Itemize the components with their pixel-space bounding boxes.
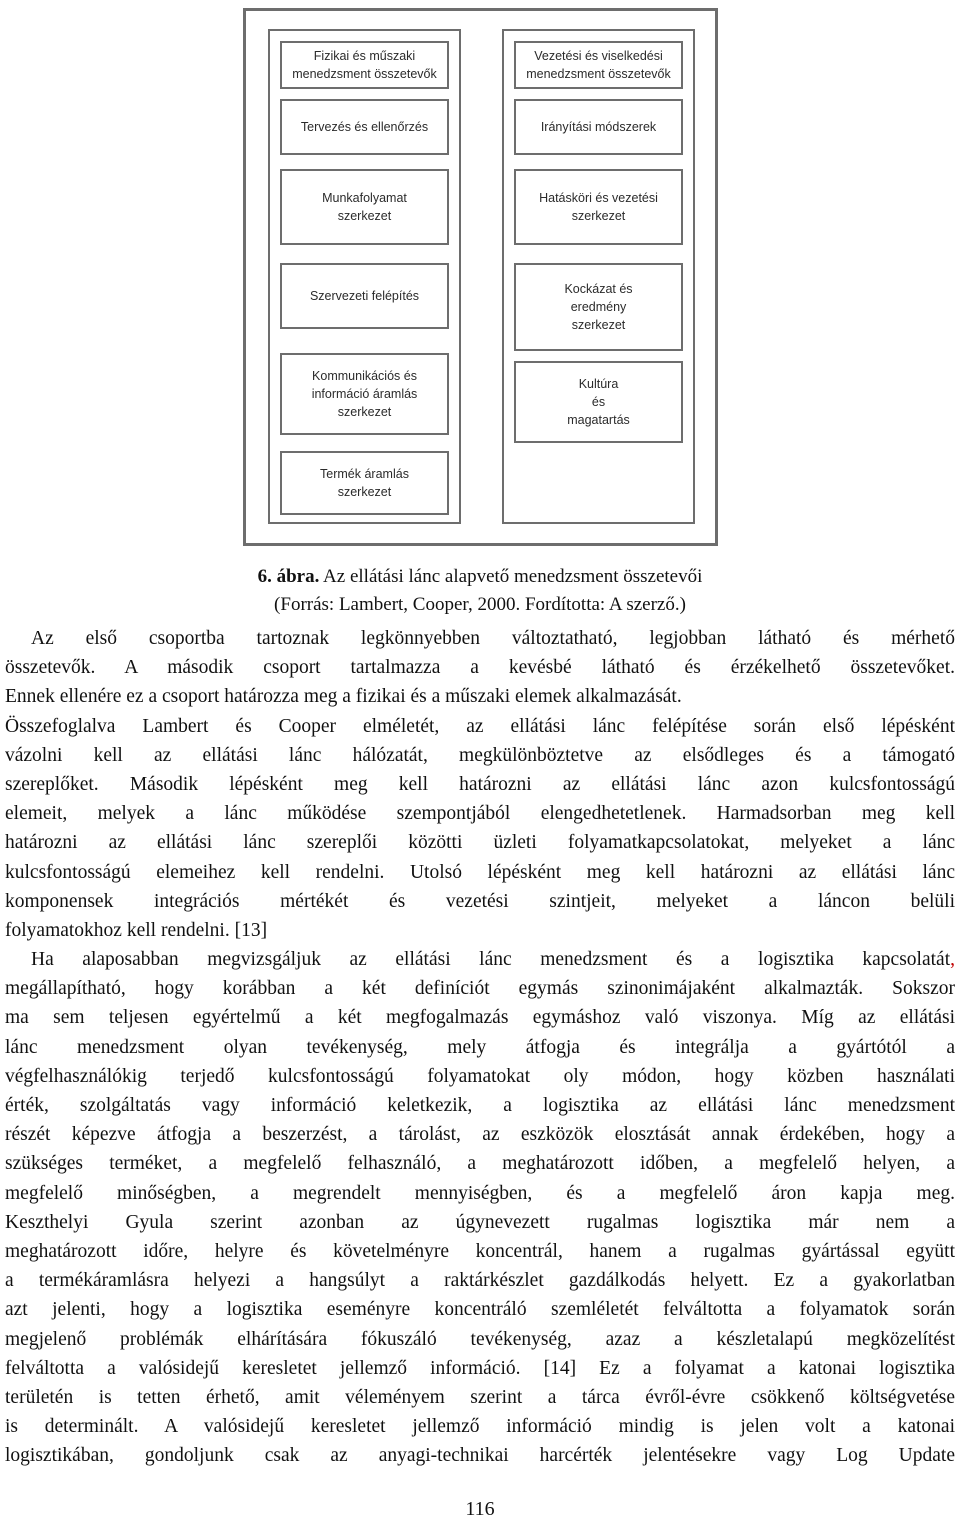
text-line: határozni az ellátási lánc szereplői közötti üzleti folyamatkapcsolatokat, melyeket a lánc: [5, 832, 955, 854]
text-line: azt jelenti, hogy a logisztika eseményre koncentráló szemléletét felváltotta a folyamatok során: [5, 1299, 955, 1321]
text-line: meghatározott időre, helyre és követelményre koncentrál, hanem a rugalmas gyártással együtt: [5, 1240, 955, 1262]
line-text: Ha alaposabban megvizsgáljuk az ellátási lánc menedzsment és a logisztika kapcsolatát: [31, 949, 951, 971]
text-line: a termékáramlásra helyezi a hangsúlyt a raktárkészlet gazdálkodás helyett. Ez a gyakorlatban: [5, 1270, 955, 1292]
text-line: kulcsfontosságú elemeihez kell rendelni. Utolsó lépésként meg kell határozni az ellátási lánc: [5, 861, 955, 883]
text-line: is determinált. A valósidejű keresletet jellemző információ mindig is jelen volt a katonai: [5, 1416, 955, 1438]
text-line: Az első csoportba tartoznak legkönnyebben változtatható, legjobban látható és mérhető: [31, 628, 955, 649]
right-item-2: Hatásköri és vezetési szerkezet: [514, 169, 683, 245]
text-line: területén is tetten érhető, amit véleményem szerint a tárca évről-évre csökkenő költségvetése: [5, 1386, 955, 1408]
supply-chain-figure: [243, 8, 718, 546]
right-item-1: Irányítási módszerek: [514, 99, 683, 155]
figure-source: (Forrás: Lambert, Cooper, 2000. Fordította: A szerző.): [274, 594, 686, 615]
management-behavioral-column: [502, 29, 695, 524]
text-line: összetevők. A második csoport tartalmazza a kevésbé látható és érzékelhető összetevőket.: [5, 657, 955, 679]
right-item-4: Kultúra és magatartás: [514, 361, 683, 443]
text-line: felváltotta a valósidejű keresletet jellemző információ. [14] Ez a folyamat a katonai logisztika: [5, 1357, 955, 1379]
text-line: szereplőket. Második lépésként meg kell határozni az ellátási lánc azon kulcsfontosságú: [5, 773, 955, 795]
text-line: elemeit, melyek a lánc működése szempontjából elengedhetetlenek. Harmadsorban meg kell: [5, 803, 955, 825]
left-item-4: Kommunikációs és információ áramlás szerkezet: [280, 353, 449, 435]
text-line: lánc menedzsment olyan tevékenység, mely átfogja és integrálja a gyártótól a: [5, 1036, 955, 1058]
figure-caption: [0, 562, 960, 591]
text-line: Összefoglalva Lambert és Cooper elméletét, az ellátási lánc felépítése során első lépésként: [5, 715, 955, 737]
caption-title: Az ellátási lánc alapvető menedzsment összetevői: [319, 566, 703, 587]
text-line: érték, szolgáltatás vagy információ keletkezik, a logisztika az ellátási lánc menedzsment: [5, 1095, 955, 1116]
text-line: részét képezve átfogja a beszerzést, a tárolást, az eszközök elosztását annak érdekében, hogy a: [5, 1124, 955, 1146]
right-column-header: Vezetési és viselkedési menedzsment összetevők: [514, 41, 683, 89]
text-line: komponensek integrációs mértékét és vezetési szintjeit, melyeket a láncon belüli: [5, 890, 955, 912]
text-line: szükséges terméket, a megfelelő felhasználó, a meghatározott időben, a megfelelő helyen, a: [5, 1153, 955, 1175]
left-column-header: Fizikai és műszaki menedzsment összetevők: [280, 41, 449, 89]
body-text: [5, 624, 955, 1470]
left-item-2: Munkafolyamat szerkezet: [280, 169, 449, 245]
left-item-5: Termék áramlás szerkezet: [280, 451, 449, 515]
text-line: Keszthelyi Gyula szerint azonban az úgynevezett rugalmas logisztika már nem a: [5, 1211, 955, 1233]
text-line: megállapítható, hogy korábban a két definíciót egymás szinonimájaként alkalmazták. Sokszor: [5, 978, 955, 1000]
left-item-1: Tervezés és ellenőrzés: [280, 99, 449, 155]
text-line-with-red-comma: [5, 945, 955, 974]
text-line: ma sem teljesen egyértelmű a két megfogalmazás egymáshoz való viszonya. Míg az ellátási: [5, 1007, 955, 1029]
left-item-3: Szervezeti felépítés: [280, 263, 449, 329]
physical-technical-column: [268, 29, 461, 524]
text-line: logisztikában, gondoljunk csak az anyagi-technikai harcérték jelentésekre vagy Log Update: [5, 1445, 955, 1467]
text-line: folyamatokhoz kell rendelni. [13]: [5, 919, 268, 941]
text-line: Ennek ellenére ez a csoport határozza meg a fizikai és a műszaki elemek alkalmazását.: [5, 686, 682, 708]
text-line: megfelelő minőségben, a megrendelt mennyiségben, és a megfelelő áron kapja meg.: [5, 1182, 955, 1204]
red-comma: ,: [950, 949, 955, 971]
page-number: 116: [465, 1498, 495, 1520]
text-line: végfelhasználókig terjedő kulcsfontosságú folyamatokat oly módon, hogy közben használati: [5, 1065, 955, 1087]
text-line: megjelenő problémák elhárítására fókuszáló tevékenység, azaz a készletalapú megközelítést: [5, 1328, 955, 1350]
caption-label: 6. ábra.: [257, 566, 320, 587]
text-line: vázolni kell az ellátási lánc hálózatát, megkülönböztetve az elsődleges és a támogató: [5, 744, 955, 766]
right-item-3: Kockázat és eredmény szerkezet: [514, 263, 683, 351]
